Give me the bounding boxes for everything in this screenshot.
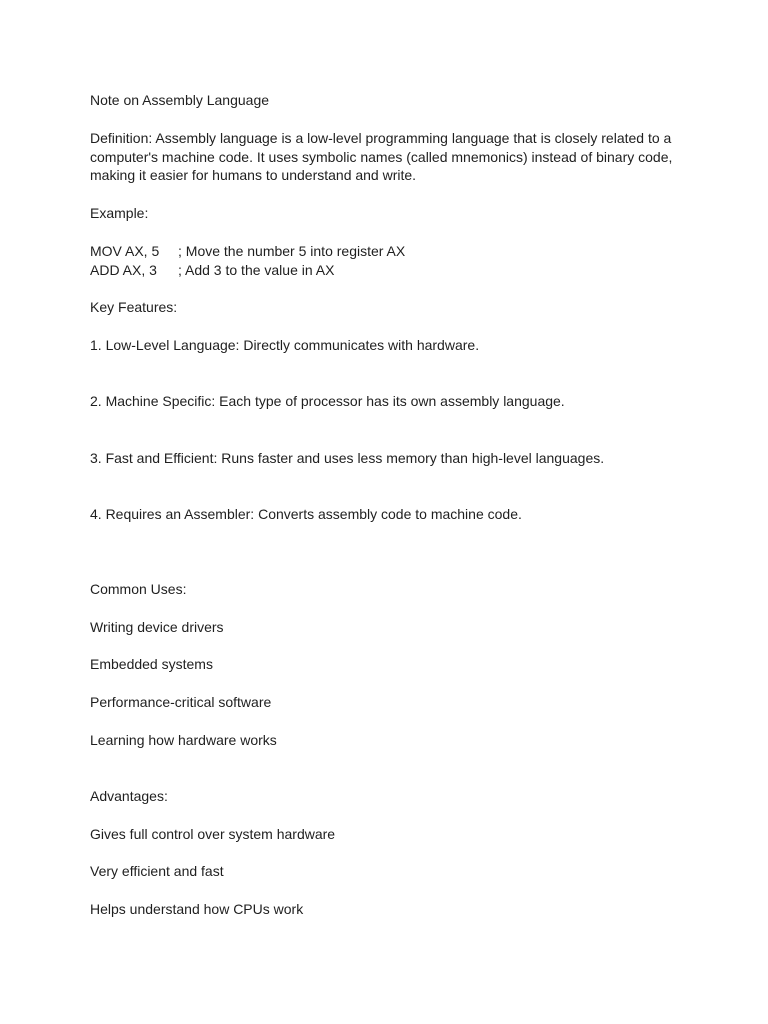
feature-item: 3. Fast and Efficient: Runs faster and uses less memory than high-level languages.	[90, 450, 605, 466]
features-heading: Key Features:	[90, 299, 178, 315]
code-line	[90, 242, 405, 261]
document-title: Note on Assembly Language	[90, 92, 270, 108]
use-item: Learning how hardware works	[90, 732, 277, 748]
advantage-item: Very efficient and fast	[90, 863, 224, 879]
code-instruction: MOV AX, 5	[90, 243, 160, 259]
advantage-item: Helps understand how CPUs work	[90, 901, 304, 917]
use-item: Embedded systems	[90, 656, 213, 672]
use-item: Performance-critical software	[90, 694, 272, 710]
feature-item: 4. Requires an Assembler: Converts assembly code to machine code.	[90, 506, 522, 522]
code-instruction: ADD AX, 3	[90, 262, 157, 278]
advantage-item: Gives full control over system hardware	[90, 826, 336, 842]
uses-heading: Common Uses:	[90, 581, 187, 597]
code-comment: ; Add 3 to the value in AX	[178, 262, 335, 278]
definition-paragraph: Definition: Assembly language is a low-level programming language that is closely related to a computer's machine code. It uses symbolic names (called mnemonics) instead of binary code, making it easier for humans to understand and write.	[90, 130, 673, 184]
code-line	[90, 261, 334, 280]
advantages-heading: Advantages:	[90, 788, 168, 804]
feature-item: 2. Machine Specific: Each type of processor has its own assembly language.	[90, 393, 565, 409]
feature-item: 1. Low-Level Language: Directly communicates with hardware.	[90, 337, 480, 353]
example-heading: Example:	[90, 205, 149, 221]
code-comment: ; Move the number 5 into register AX	[178, 243, 406, 259]
use-item: Writing device drivers	[90, 619, 224, 635]
